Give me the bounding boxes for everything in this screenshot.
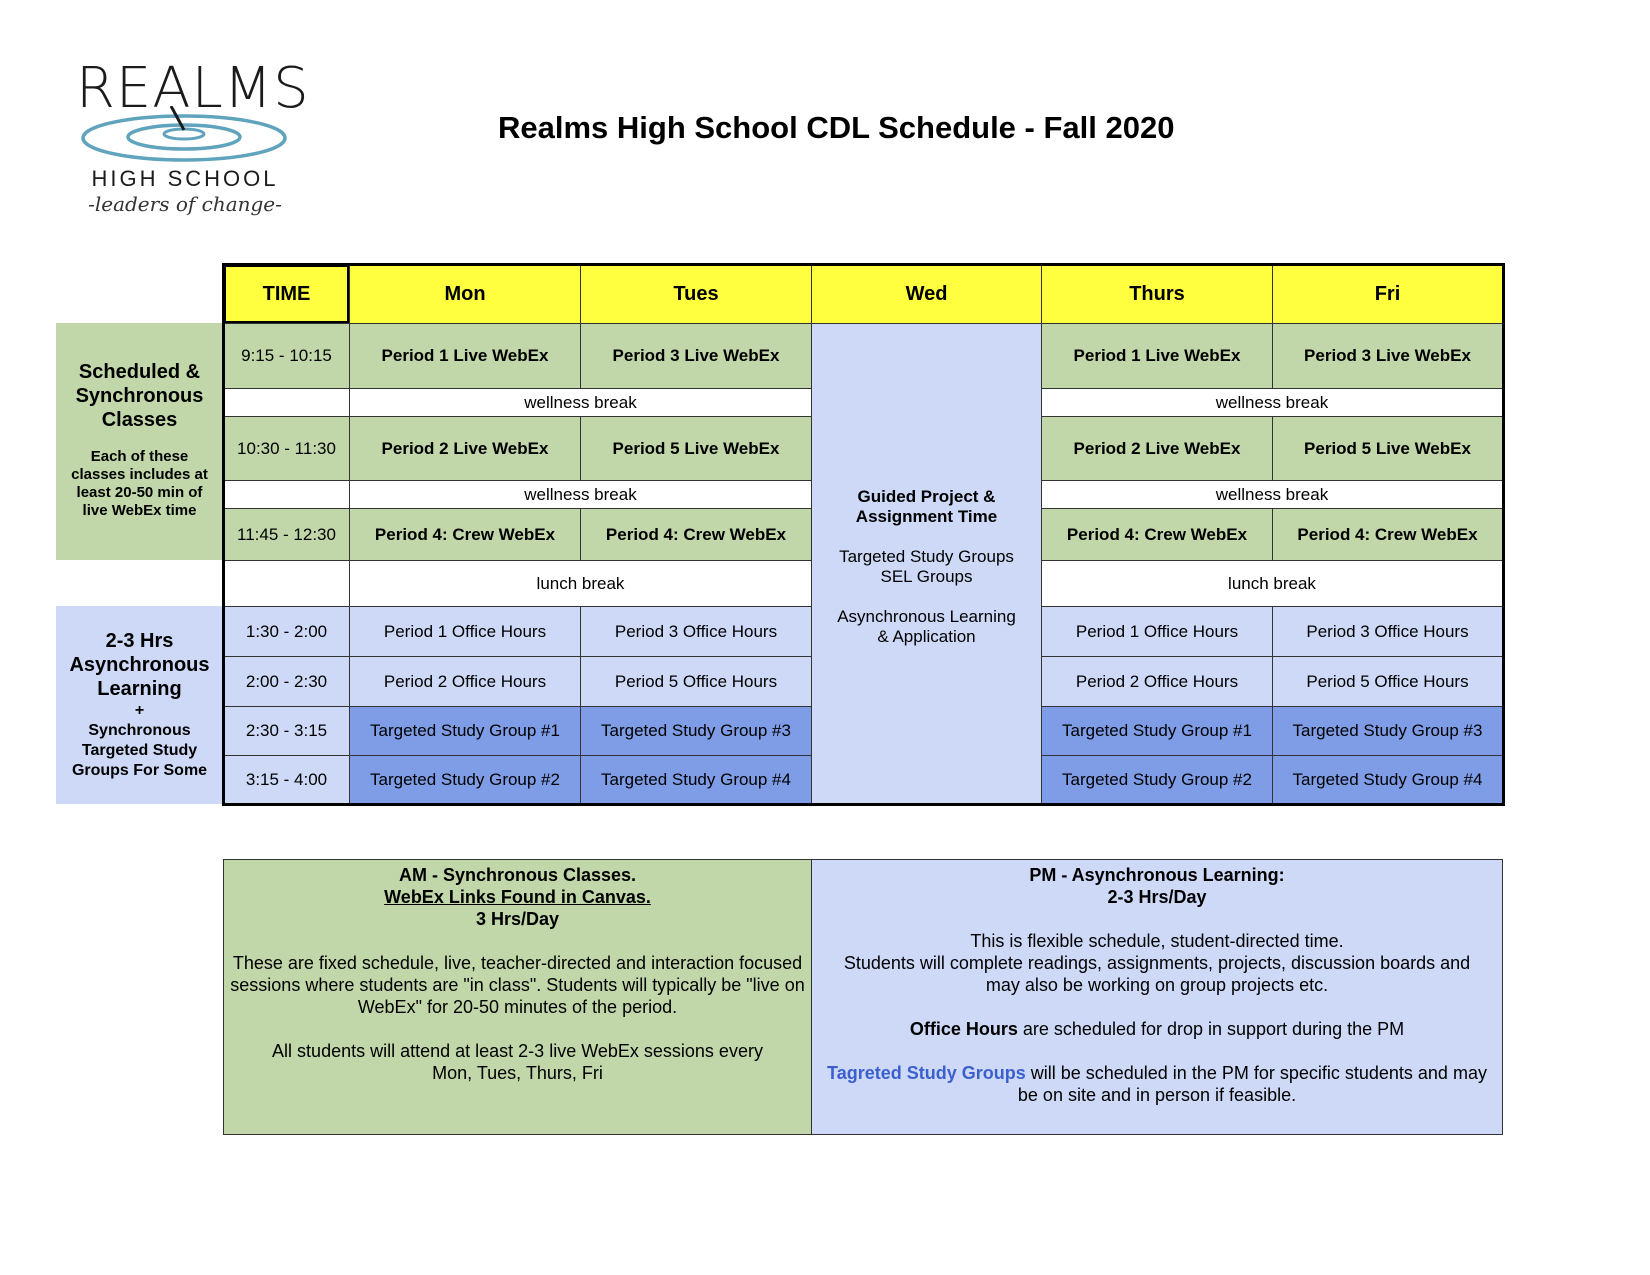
wed-groups: Targeted Study Groups SEL Groups bbox=[839, 546, 1014, 586]
break-cell: wellness break bbox=[1041, 480, 1503, 509]
header-thurs: Thurs bbox=[1041, 264, 1273, 324]
office-hours-label: Office Hours bbox=[909, 1019, 1018, 1039]
class-cell: Period 4: Crew WebEx bbox=[1041, 508, 1273, 561]
study-group-cell: Targeted Study Group #3 bbox=[1272, 706, 1503, 756]
study-groups-label: Tagreted Study Groups bbox=[827, 1063, 1026, 1083]
pm-hours: 2-3 Hrs/Day bbox=[1107, 887, 1207, 907]
class-cell: Period 5 Live WebEx bbox=[1272, 416, 1503, 481]
time-cell: 2:30 - 3:15 bbox=[223, 706, 350, 756]
am-para1: These are fixed schedule, live, teacher-directed and interaction focused sessions where students are "in class". Students will typically be "live on WebEx" for 20-50 minutes of the period. bbox=[230, 953, 805, 1017]
office-hours-cell: Period 3 Office Hours bbox=[580, 606, 812, 657]
study-group-cell: Targeted Study Group #2 bbox=[1041, 755, 1273, 804]
office-hours-cell: Period 5 Office Hours bbox=[580, 656, 812, 707]
wed-heading: Guided Project & Assignment Time bbox=[855, 486, 998, 526]
study-group-cell: Targeted Study Group #3 bbox=[580, 706, 812, 756]
logo-subtitle: HIGH SCHOOL bbox=[91, 166, 279, 191]
async-note: + Synchronous Targeted Study Groups For Some bbox=[56, 701, 223, 781]
header-tues: Tues bbox=[580, 264, 812, 324]
am-para2: All students will attend at least 2-3 live WebEx sessions every Mon, Tues, Thurs, Fri bbox=[272, 1041, 763, 1083]
study-group-cell: Targeted Study Group #2 bbox=[349, 755, 581, 804]
study-group-cell: Targeted Study Group #1 bbox=[1041, 706, 1273, 756]
pm-para1-line2: Students will complete readings, assignments, projects, discussion boards and may also be working on group projects etc. bbox=[843, 953, 1471, 995]
am-canvas-link[interactable]: WebEx Links Found in Canvas. bbox=[384, 887, 651, 907]
study-group-cell: Targeted Study Group #4 bbox=[1272, 755, 1503, 804]
break-cell: wellness break bbox=[349, 480, 812, 509]
office-hours-cell: Period 2 Office Hours bbox=[349, 656, 581, 707]
break-cell: lunch break bbox=[1041, 560, 1503, 607]
plus-sign: + bbox=[134, 702, 145, 719]
time-cell bbox=[223, 480, 350, 509]
office-hours-cell: Period 1 Office Hours bbox=[349, 606, 581, 657]
header-fri: Fri bbox=[1272, 264, 1503, 324]
class-cell: Period 3 Live WebEx bbox=[1272, 323, 1503, 389]
pm-para1-line1: This is flexible schedule, student-directed time. bbox=[970, 931, 1344, 951]
time-cell: 2:00 - 2:30 bbox=[223, 656, 350, 707]
study-group-cell: Targeted Study Group #4 bbox=[580, 755, 812, 804]
sync-note: Each of these classes includes at least 20-50 min of live WebEx time bbox=[71, 448, 208, 519]
class-cell: Period 4: Crew WebEx bbox=[580, 508, 812, 561]
time-cell bbox=[223, 388, 350, 417]
time-cell: 1:30 - 2:00 bbox=[223, 606, 350, 657]
pm-study-groups: Tagreted Study Groups will be scheduled in the PM for specific students and may be on site and in person if feasible. bbox=[827, 1063, 1487, 1105]
time-cell: 10:30 - 11:30 bbox=[223, 416, 350, 481]
class-cell: Period 4: Crew WebEx bbox=[1272, 508, 1503, 561]
am-heading: AM - Synchronous Classes. bbox=[398, 865, 637, 885]
logo-wordmark: REALMS bbox=[76, 56, 310, 121]
time-cell: 9:15 - 10:15 bbox=[223, 323, 350, 389]
break-cell: lunch break bbox=[349, 560, 812, 607]
wednesday-block bbox=[811, 323, 1042, 804]
class-cell: Period 3 Live WebEx bbox=[580, 323, 812, 389]
office-hours-cell: Period 2 Office Hours bbox=[1041, 656, 1273, 707]
async-title: 2-3 Hrs Asynchronous Learning bbox=[69, 630, 210, 700]
class-cell: Period 2 Live WebEx bbox=[349, 416, 581, 481]
office-hours-cell: Period 1 Office Hours bbox=[1041, 606, 1273, 657]
pm-heading: PM - Asynchronous Learning: bbox=[1029, 865, 1285, 885]
pm-notes-box bbox=[811, 859, 1503, 1135]
break-cell: wellness break bbox=[1041, 388, 1503, 417]
office-hours-cell: Period 3 Office Hours bbox=[1272, 606, 1503, 657]
wed-async: Asynchronous Learning & Application bbox=[837, 606, 1016, 646]
logo-tagline: -leaders of change- bbox=[88, 192, 282, 216]
class-cell: Period 1 Live WebEx bbox=[1041, 323, 1273, 389]
page-title: Realms High School CDL Schedule - Fall 2020 bbox=[498, 110, 1175, 145]
sync-title: Scheduled & Synchronous Classes bbox=[75, 361, 204, 431]
study-group-cell: Targeted Study Group #1 bbox=[349, 706, 581, 756]
class-cell: Period 2 Live WebEx bbox=[1041, 416, 1273, 481]
header-mon: Mon bbox=[349, 264, 581, 324]
header-wed: Wed bbox=[811, 264, 1042, 324]
time-cell: 11:45 - 12:30 bbox=[223, 508, 350, 561]
time-cell: 3:15 - 4:00 bbox=[223, 755, 350, 804]
am-notes-box bbox=[223, 859, 812, 1135]
class-cell: Period 4: Crew WebEx bbox=[349, 508, 581, 561]
header-time: TIME bbox=[223, 264, 350, 324]
office-hours-cell: Period 5 Office Hours bbox=[1272, 656, 1503, 707]
class-cell: Period 5 Live WebEx bbox=[580, 416, 812, 481]
time-cell bbox=[223, 560, 350, 607]
am-hours: 3 Hrs/Day bbox=[475, 909, 560, 929]
pm-office-hours: Office Hours are scheduled for drop in support during the PM bbox=[909, 1019, 1405, 1039]
break-cell: wellness break bbox=[349, 388, 812, 417]
class-cell: Period 1 Live WebEx bbox=[349, 323, 581, 389]
